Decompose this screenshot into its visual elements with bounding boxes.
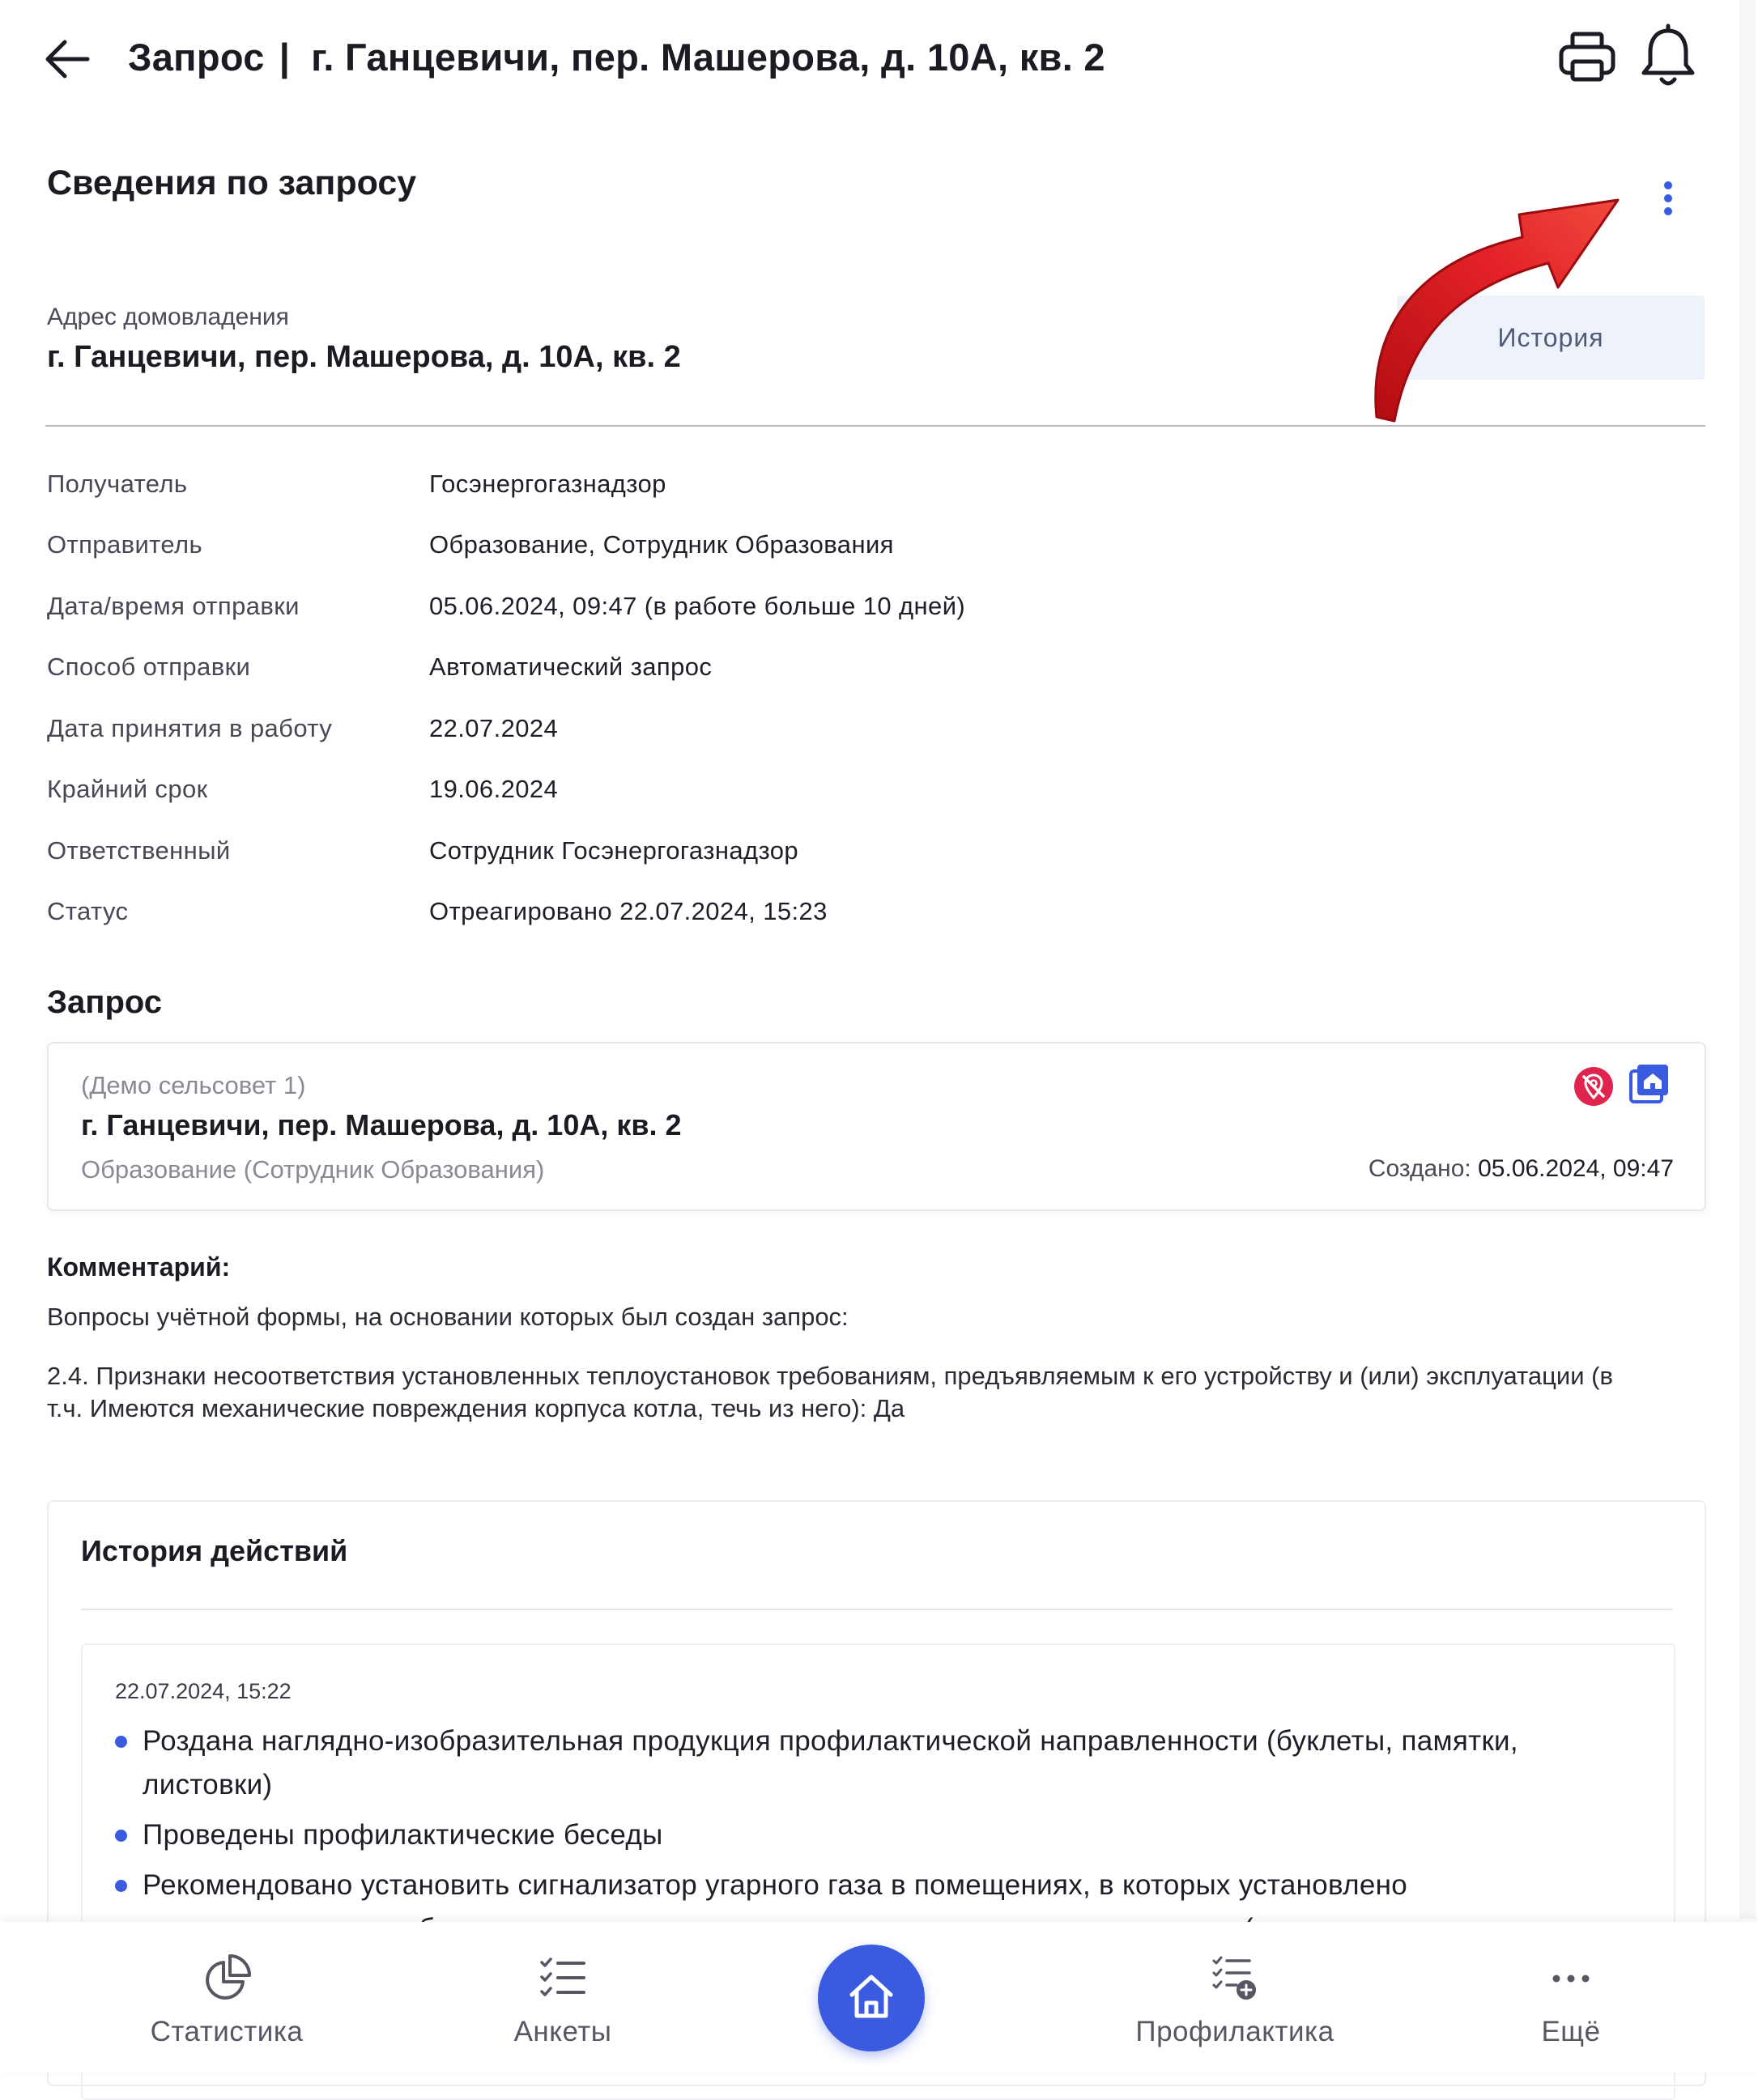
history-button[interactable]: История [1397,295,1705,380]
history-title: История действий [81,1534,348,1567]
bullet-icon [115,1830,127,1842]
scrollbar[interactable] [1739,0,1756,1919]
request-card[interactable] [47,1042,1706,1211]
detail-value: 22.07.2024 [429,713,559,742]
more-dots-icon [1545,1953,1597,2004]
bell-icon[interactable] [1636,23,1701,91]
nav-prevention-label: Профилактика [1135,2016,1334,2047]
detail-label: Ответственный [47,835,231,865]
pie-chart-icon [201,1953,253,2004]
list-item [113,1720,1636,1807]
detail-row-sent-datetime [47,576,1699,637]
nav-more[interactable] [1498,1922,1644,2072]
bullet-icon [115,1880,127,1892]
detail-label: Дата принятия в работу [47,713,333,742]
request-sender: Образование (Сотрудник Образования) [81,1155,545,1184]
nav-more-label: Ещё [1541,2016,1601,2047]
detail-row-recipient [47,453,1699,515]
address-value: г. Ганцевичи, пер. Машерова, д. 10А, кв. 2 [47,340,681,374]
request-address: г. Ганцевичи, пер. Машерова, д. 10А, кв. 2 [81,1108,682,1141]
request-council: (Демо сельсовет 1) [81,1071,306,1099]
page-title [128,31,1105,84]
detail-label: Способ отправки [47,653,251,682]
comment-label: Комментарий: [47,1252,231,1282]
history-entry-date: 22.07.2024, 15:22 [115,1679,292,1703]
location-off-icon [1573,1066,1614,1107]
divider [81,1609,1672,1610]
detail-label: Статус [47,897,129,926]
nav-statistics-label: Статистика [150,2016,304,2047]
bullet-icon [115,1736,127,1748]
nav-prevention[interactable] [1097,1922,1373,2072]
detail-label: Дата/время отправки [47,591,300,620]
history-action-text: Роздана наглядно-изобразительная продукция профилактической направленности (буклеты, памятки, листовки) [143,1725,1518,1800]
detail-value: Автоматический запрос [429,653,713,682]
page-title-address: г. Ганцевичи, пер. Машерова, д. 10А, кв. 2 [311,36,1105,79]
kebab-menu-icon[interactable] [1652,176,1684,228]
bottom-navigation [0,1922,1758,2072]
back-arrow-icon[interactable] [40,31,97,87]
nav-questionnaires-label: Анкеты [513,2016,612,2047]
home-icon [842,1967,900,2026]
nav-statistics[interactable] [121,1922,332,2072]
detail-value: Сотрудник Госэнергогазнадзор [429,835,799,865]
comment-intro: Вопросы учётной формы, на основании которых был создан запрос: [47,1303,849,1331]
history-action-text: Проведены профилактические беседы [143,1819,663,1851]
detail-value: 19.06.2024 [429,775,559,804]
title-separator: | [279,36,291,79]
printer-icon[interactable] [1555,24,1620,89]
info-section-title: Сведения по запросу [47,164,417,202]
detail-label: Отправитель [47,530,203,559]
house-photo-icon[interactable] [1628,1061,1671,1105]
history-action-text: Рекомендовано установить сигнализатор угарного газа в помещениях, в которых установлено [143,1869,1407,1901]
detail-value: 05.06.2024, 09:47 (в работе больше 10 дней) [429,591,966,620]
detail-row-deadline [47,759,1699,821]
detail-value: Образование, Сотрудник Образования [429,530,894,559]
nav-questionnaires[interactable] [470,1922,656,2072]
request-section-title: Запрос [47,984,163,1020]
home-button[interactable] [818,1945,925,2051]
detail-value: Отреагировано 22.07.2024, 15:23 [429,897,828,926]
details-list [47,453,1699,942]
checklist-icon [537,1953,589,2004]
request-created [1369,1155,1674,1183]
address-label: Адрес домовладения [47,304,289,330]
page-title-kind: Запрос [128,36,265,79]
created-value: 05.06.2024, 09:47 [1478,1155,1674,1182]
checklist-add-icon [1209,1953,1261,2004]
detail-row-sender [47,515,1699,576]
detail-row-status [47,882,1699,943]
detail-label: Крайний срок [47,775,208,804]
detail-value: Госэнергогазнадзор [429,469,666,498]
detail-row-accepted-date [47,698,1699,759]
comment-text: 2.4. Признаки несоответствия установленных теплоустановок требованиям, предъявляемым к его устройству и (или) эксплуатации (в т.ч. Имеются механические повреждения корпуса котла, течь из него): Да [47,1362,1613,1422]
detail-row-send-method [47,637,1699,699]
divider [45,425,1705,427]
red-curved-arrow-icon [1360,182,1636,429]
created-label: Создано: [1368,1155,1471,1182]
list-item [113,1813,1636,1857]
detail-row-responsible [47,820,1699,882]
detail-label: Получатель [47,469,188,498]
